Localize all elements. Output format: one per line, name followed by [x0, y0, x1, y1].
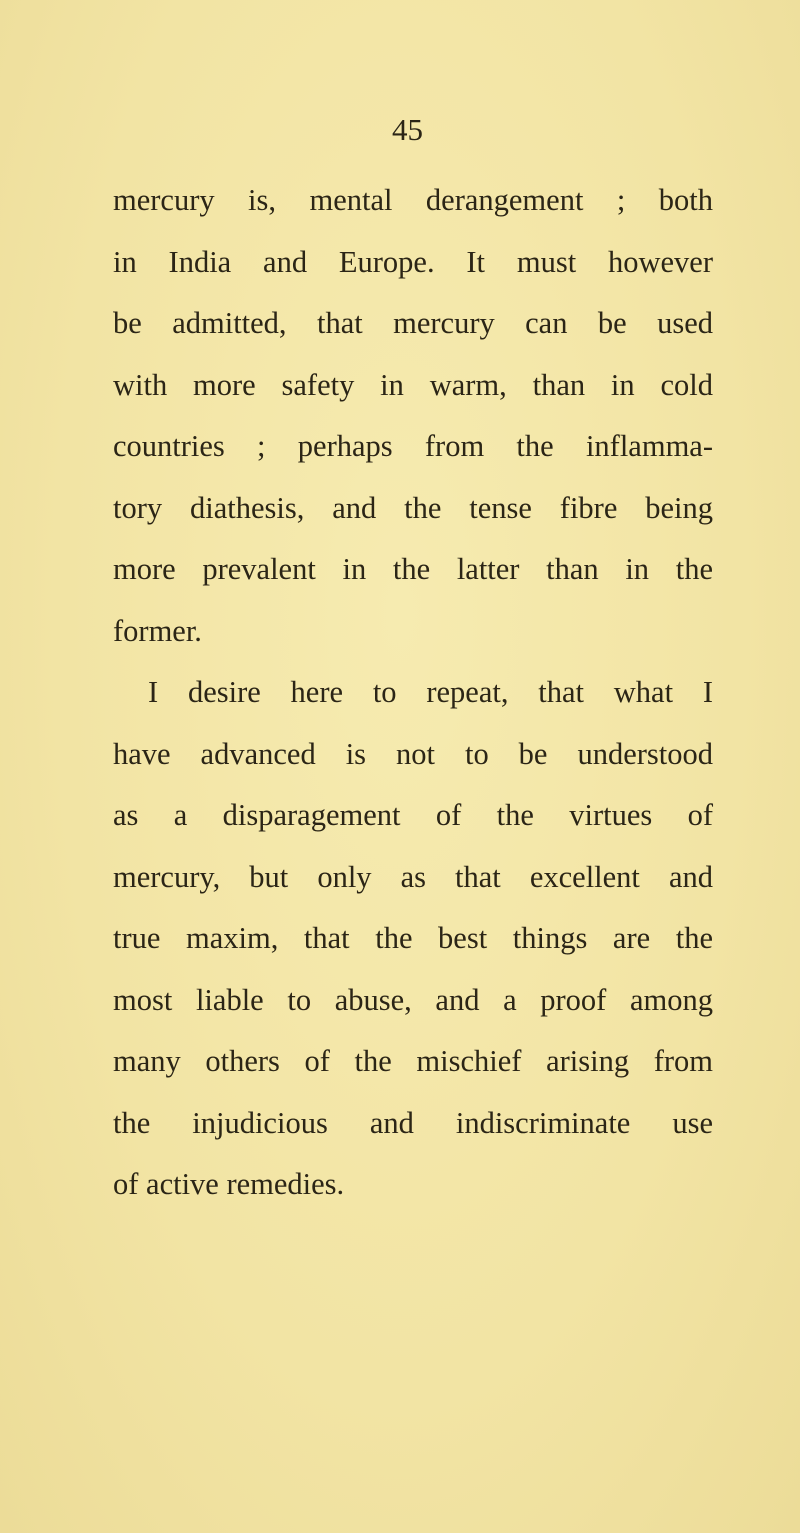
text-line: of active remedies. [113, 1167, 345, 1201]
text-line: mercury, but only as that excellent and [113, 859, 713, 894]
text-line: have advanced is not to be understood [113, 736, 713, 771]
text-line: with more safety in warm, than in cold [113, 367, 713, 402]
page-number: 45 [392, 112, 423, 147]
text-line: tory diathesis, and the tense fibre being [113, 490, 713, 525]
text-line: true maxim, that the best things are the [113, 921, 713, 955]
text-line: most liable to abuse, and a proof among [113, 982, 713, 1017]
text-line: be admitted, that mercury can be used [113, 306, 713, 340]
body-text [113, 178, 713, 1224]
text-line: many others of the mischief arising from [113, 1044, 713, 1078]
text-line: mercury is, mental derangement ; both [113, 183, 713, 217]
text-line: in India and Europe. It must however [113, 244, 713, 279]
text-line: as a disparagement of the virtues of [113, 798, 713, 832]
text-line: countries ; perhaps from the inflamma- [113, 429, 713, 463]
text-line: more prevalent in the latter than in the [113, 552, 713, 586]
text-line: I desire here to repeat, that what I [148, 675, 713, 709]
text-line: the injudicious and indiscriminate use [113, 1105, 713, 1140]
text-line: former. [113, 613, 202, 648]
